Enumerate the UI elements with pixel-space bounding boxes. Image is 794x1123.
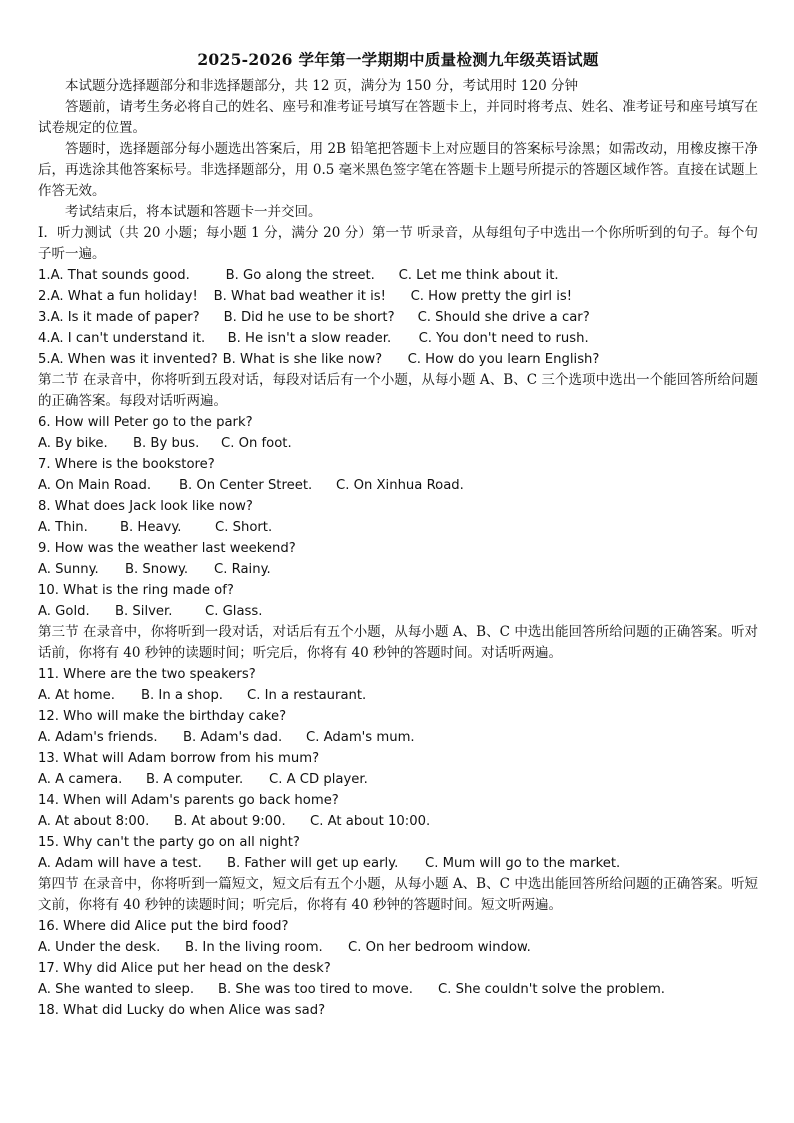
options-13 bbox=[38, 769, 758, 790]
option-b: B. Heavy. bbox=[120, 520, 182, 535]
option-c: C. Rainy. bbox=[214, 562, 271, 577]
option-b: B. In the living room. bbox=[185, 940, 323, 955]
section3-header: 第三节 在录音中，你将听到一段对话，对话后有五个小题，从每小题 A、B、C 中选出能回答所给问题的正确答案。听对话前，你将有 40 秒钟的读题时间；听完后，你将有 40 秒钟的答题时间。对话听两遍。 bbox=[38, 624, 758, 661]
question-18: 18. What did Lucky do when Alice was sad? bbox=[38, 1003, 326, 1018]
option-c: C. Should she drive a car? bbox=[417, 310, 590, 325]
options-7 bbox=[38, 475, 758, 496]
options-9 bbox=[38, 559, 758, 580]
option-a: A. Sunny. bbox=[38, 562, 99, 577]
option-b: B. A computer. bbox=[146, 772, 244, 787]
options-10 bbox=[38, 601, 758, 622]
option-b: B. Father will get up early. bbox=[227, 856, 399, 871]
option-b: B. Snowy. bbox=[125, 562, 189, 577]
option-b: B. He isn't a slow reader. bbox=[227, 331, 392, 346]
question-5 bbox=[38, 349, 758, 370]
question-8: 8. What does Jack look like now? bbox=[38, 499, 253, 514]
question-number: 5. bbox=[38, 352, 51, 367]
options-14 bbox=[38, 811, 758, 832]
option-b: B. In a shop. bbox=[141, 688, 224, 703]
question-2 bbox=[38, 286, 758, 307]
question-1 bbox=[38, 265, 758, 286]
option-a: A. I can't understand it. bbox=[50, 331, 206, 346]
option-a: A. When was it invented? bbox=[50, 352, 218, 367]
question-3 bbox=[38, 307, 758, 328]
option-c: C. In a restaurant. bbox=[247, 688, 367, 703]
option-b: B. At about 9:00. bbox=[174, 814, 286, 829]
options-6 bbox=[38, 433, 758, 454]
question-15: 15. Why can't the party go on all night? bbox=[38, 835, 300, 850]
option-a: A. What a fun holiday! bbox=[50, 289, 198, 304]
question-17: 17. Why did Alice put her head on the desk? bbox=[38, 961, 331, 976]
option-c: C. Mum will go to the market. bbox=[425, 856, 621, 871]
options-17 bbox=[38, 979, 758, 1000]
option-b: B. By bus. bbox=[133, 436, 200, 451]
option-a: A. Adam's friends. bbox=[38, 730, 158, 745]
instruction-3: 答题时，选择题部分每小题选出答案后，用 2B 铅笔把答题卡上对应题目的答案标号涂黑；如需改动，用橡皮擦干净后，再选涂其他答案标号。非选择题部分，用 0.5 毫米黑色签字笔在答题卡上题号所提示的答题区域作答。直接在试题上作答无效。 bbox=[38, 141, 758, 199]
option-b: B. What bad weather it is! bbox=[213, 289, 386, 304]
option-a: A. By bike. bbox=[38, 436, 108, 451]
option-c: C. Let me think about it. bbox=[398, 268, 559, 283]
question-10: 10. What is the ring made of? bbox=[38, 583, 234, 598]
question-13: 13. What will Adam borrow from his mum? bbox=[38, 751, 320, 766]
question-4 bbox=[38, 328, 758, 349]
question-number: 4. bbox=[38, 331, 51, 346]
option-a: A. At about 8:00. bbox=[38, 814, 150, 829]
option-a: A. Thin. bbox=[38, 520, 88, 535]
instruction-4: 考试结束后，将本试题和答题卡一并交回。 bbox=[65, 204, 322, 220]
option-a: A. At home. bbox=[38, 688, 115, 703]
option-c: C. Adam's mum. bbox=[306, 730, 415, 745]
option-c: C. How do you learn English? bbox=[407, 352, 600, 367]
option-c: C. A CD player. bbox=[269, 772, 368, 787]
option-a: A. Gold. bbox=[38, 604, 90, 619]
question-11: 11. Where are the two speakers? bbox=[38, 667, 256, 682]
option-a: A. She wanted to sleep. bbox=[38, 982, 195, 997]
option-b: B. Adam's dad. bbox=[183, 730, 283, 745]
option-c: C. On Xinhua Road. bbox=[336, 478, 464, 493]
option-c: C. Short. bbox=[215, 520, 273, 535]
option-a: A. Is it made of paper? bbox=[50, 310, 200, 325]
section4-header: 第四节 在录音中，你将听到一篇短文，短文后有五个小题，从每小题 A、B、C 中选出能回答所给问题的正确答案。听短文前，你将有 40 秒钟的读题时间；听完后，你将有 40 秒钟的答题时间。短文听两遍。 bbox=[38, 876, 758, 913]
option-a: A. A camera. bbox=[38, 772, 123, 787]
question-7: 7. Where is the bookstore? bbox=[38, 457, 215, 472]
option-a: A. Under the desk. bbox=[38, 940, 161, 955]
question-number: 2. bbox=[38, 289, 51, 304]
question-number: 3. bbox=[38, 310, 51, 325]
option-c: C. On her bedroom window. bbox=[348, 940, 531, 955]
options-12 bbox=[38, 727, 758, 748]
options-15 bbox=[38, 853, 758, 874]
option-c: C. Glass. bbox=[205, 604, 263, 619]
option-b: B. Go along the street. bbox=[225, 268, 375, 283]
options-11 bbox=[38, 685, 758, 706]
question-number: 1. bbox=[38, 268, 51, 283]
instruction-2: 答题前，请考生务必将自己的姓名、座号和准考证号填写在答题卡上，并同时将考点、姓名、准考证号和座号填写在试卷规定的位置。 bbox=[38, 99, 758, 136]
question-9: 9. How was the weather last weekend? bbox=[38, 541, 296, 556]
option-a: A. That sounds good. bbox=[50, 268, 190, 283]
option-b: B. On Center Street. bbox=[179, 478, 313, 493]
question-14: 14. When will Adam's parents go back home? bbox=[38, 793, 339, 808]
question-12: 12. Who will make the birthday cake? bbox=[38, 709, 287, 724]
option-b: B. Silver. bbox=[115, 604, 173, 619]
option-a: A. Adam will have a test. bbox=[38, 856, 202, 871]
options-8 bbox=[38, 517, 758, 538]
option-c: C. She couldn't solve the problem. bbox=[438, 982, 665, 997]
section2-header: 第二节 在录音中，你将听到五段对话，每段对话后有一个小题，从每小题 A、B、C 三个选项中选出一个能回答所给问题的正确答案。每段对话听两遍。 bbox=[38, 372, 758, 409]
option-c: C. How pretty the girl is! bbox=[410, 289, 573, 304]
section1-header: Ⅰ．听力测试（共 20 小题；每小题 1 分，满分 20 分）第一节 听录音，从每组句子中选出一个你所听到的句子。每个句子听一遍。 bbox=[38, 225, 758, 262]
question-6: 6. How will Peter go to the park? bbox=[38, 415, 253, 430]
exam-title: 2025-2026 学年第一学期期中质量检测九年级英语试题 bbox=[197, 50, 599, 69]
option-c: C. At about 10:00. bbox=[310, 814, 431, 829]
option-b: B. What is she like now? bbox=[222, 352, 383, 367]
option-b: B. She was too tired to move. bbox=[218, 982, 413, 997]
option-c: C. You don't need to rush. bbox=[418, 331, 589, 346]
options-16 bbox=[38, 937, 758, 958]
instruction-1: 本试题分选择题部分和非选择题部分，共 12 页，满分为 150 分，考试用时 120 分钟 bbox=[65, 78, 578, 94]
exam-page bbox=[38, 44, 758, 1021]
option-c: C. On foot. bbox=[221, 436, 292, 451]
option-a: A. On Main Road. bbox=[38, 478, 152, 493]
question-16: 16. Where did Alice put the bird food? bbox=[38, 919, 289, 934]
option-b: B. Did he use to be short? bbox=[223, 310, 395, 325]
